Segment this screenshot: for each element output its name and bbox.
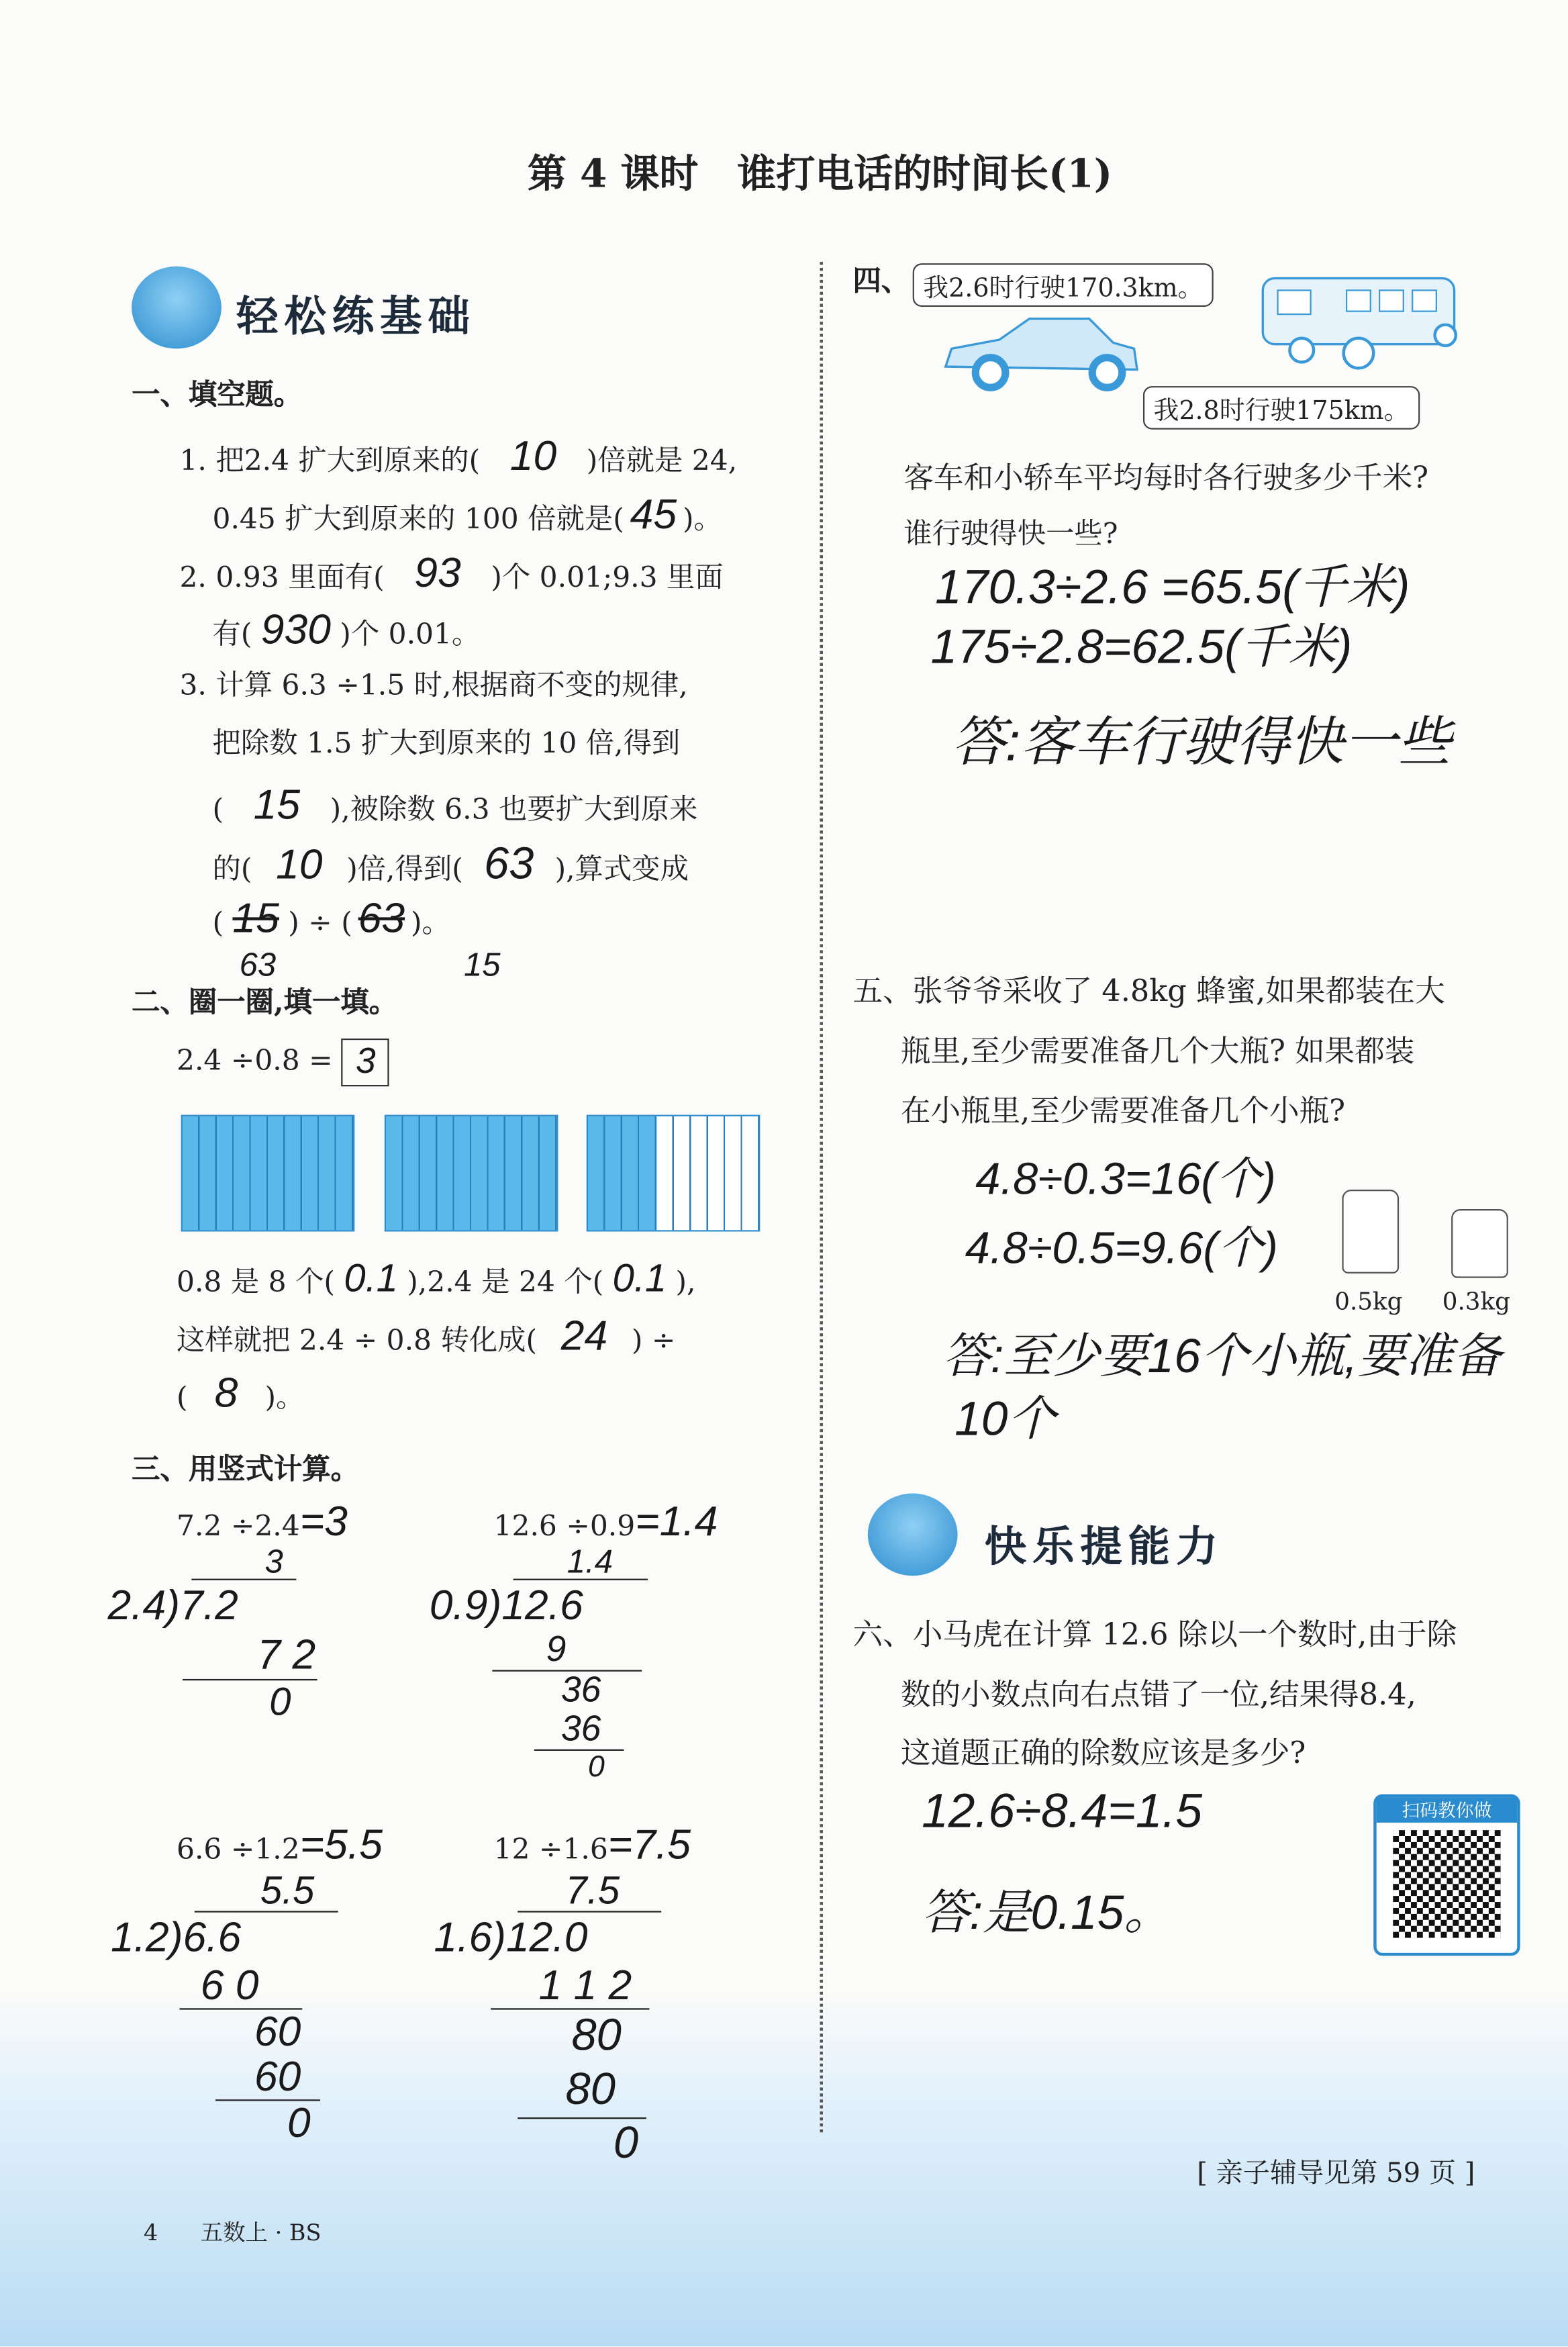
small-jar-icon [1451, 1209, 1508, 1278]
q3-heading: 三、用竖式计算。 [132, 1453, 359, 1486]
q6-line3: 这道题正确的除数应该是多少? [900, 1734, 1306, 1770]
q1-line9: ( 15 ) ÷ ( 63 )。 [212, 894, 450, 942]
q4-answer: 答:客车行驶得快一些 [951, 710, 1452, 773]
qr-label: 扫码教你做 [1377, 1797, 1518, 1823]
page-number: 4 [143, 2219, 158, 2246]
q4-question-1: 客车和小轿车平均每时各行驶多少千米? [903, 459, 1429, 495]
division-problem-3: 6.6 ÷1.2=5.5 5.5 1.2)6.6 6 0 60 60 0 [110, 1821, 383, 2146]
q1-line1: 1. 把2.4 扩大到原来的( 10 )倍就是 24, [179, 432, 738, 479]
guide-reference: [ 亲子辅导见第 59 页 ] [1197, 2158, 1475, 2190]
large-jar-icon [1342, 1190, 1399, 1274]
large-jar-label: 0.5kg [1334, 1286, 1403, 1316]
q1-line6: 把除数 1.5 扩大到原来的 10 倍,得到 [212, 727, 681, 761]
q5-line1: 五、张爷爷采收了 4.8kg 蜂蜜,如果都装在大 [852, 972, 1445, 1009]
q1-heading: 一、填空题。 [132, 378, 303, 412]
decimal-block-1 [181, 1115, 355, 1232]
q6-answer: 答:是0.15。 [922, 1885, 1172, 1939]
q2-line1: 0.8 是 8 个( 0.1 ),2.4 是 24 个( 0.1 ), [177, 1255, 696, 1301]
bus-speech-bubble: 我2.8时行驶175km。 [1143, 386, 1420, 430]
division-problem-2: 12.6 ÷0.9=1.4 1.4 0.9)12.6 9 36 36 0 [429, 1498, 718, 1784]
q4-heading: 四、 [852, 265, 910, 298]
q2-equation: 2.4 ÷0.8 = 3 [177, 1039, 389, 1086]
q1-line2: 0.45 扩大到原来的 100 倍就是( 45 )。 [212, 491, 722, 538]
q1-line5: 3. 计算 6.3 ÷1.5 时,根据商不变的规律, [179, 669, 688, 702]
q4-question-2: 谁行驶得快一些? [903, 518, 1118, 551]
book-label: 五数上 · BS [200, 2219, 322, 2246]
qr-code-card[interactable] [1373, 1794, 1520, 1956]
q5-answer-cont: 10个 [954, 1391, 1056, 1446]
q1-correction-63: 63 [239, 945, 277, 984]
q6-line2: 数的小数点向右点错了一位,结果得8.4, [900, 1676, 1416, 1712]
q1-line8: 的( 10 )倍,得到( 63 ),算式变成 [212, 839, 689, 890]
sedan-car-icon [940, 307, 1143, 397]
q5-line3: 在小瓶里,至少需要准备几个小瓶? [900, 1092, 1346, 1129]
q1-correction-15: 15 [463, 945, 501, 984]
jetski-boy-icon [132, 267, 222, 349]
car-speech-bubble: 我2.6时行驶170.3km。 [913, 263, 1214, 307]
bus-icon [1257, 269, 1460, 377]
q6-line1: 六、小马虎在计算 12.6 除以一个数时,由于除 [852, 1616, 1457, 1652]
q4-work-2: 175÷2.8=62.5(千米) [930, 619, 1353, 674]
decimal-block-3 [587, 1115, 761, 1232]
q2-line3: ( 8 )。 [177, 1369, 305, 1416]
q5-work-1: 4.8÷0.3=16(个) [975, 1155, 1276, 1205]
section-basic-title: 轻松练基础 [236, 291, 476, 342]
qr-code-icon [1393, 1830, 1500, 1937]
q4-work-1: 170.3÷2.6 =65.5(千米) [935, 559, 1410, 614]
q5-work-2: 4.8÷0.5=9.6(个) [965, 1224, 1278, 1274]
division-problem-1: 7.2 ÷2.4=3 3 2.4)7.2 7 2 0 [107, 1498, 348, 1724]
q2-heading: 二、圈一圈,填一填。 [132, 986, 398, 1019]
q5-answer: 答:至少要16个小瓶,要准备 [942, 1329, 1502, 1383]
decimal-block-2 [385, 1115, 558, 1232]
small-jar-label: 0.3kg [1442, 1286, 1510, 1316]
division-problem-4: 12 ÷1.6=7.5 7.5 1.6)12.0 1 1 2 80 80 0 [434, 1821, 691, 2168]
q2-line2: 这样就把 2.4 ÷ 0.8 转化成( 24 ) ÷ [177, 1312, 676, 1359]
section-advanced-title: 快乐提能力 [984, 1521, 1224, 1572]
q1-line3: 2. 0.93 里面有( 93 )个 0.01;9.3 里面 [179, 549, 724, 596]
page-title: 第 4 课时 谁打电话的时间长(1) [527, 152, 1113, 198]
q5-line2: 瓶里,至少需要准备几个大瓶? 如果都装 [900, 1033, 1415, 1069]
q1-line7: ( 15 ),被除数 6.3 也要扩大到原来 [212, 781, 698, 828]
q1-line4: 有( 930 )个 0.01。 [212, 606, 481, 653]
astronaut-icon [868, 1494, 958, 1576]
column-divider [820, 262, 822, 2132]
q6-work: 12.6÷8.4=1.5 [922, 1783, 1203, 1838]
